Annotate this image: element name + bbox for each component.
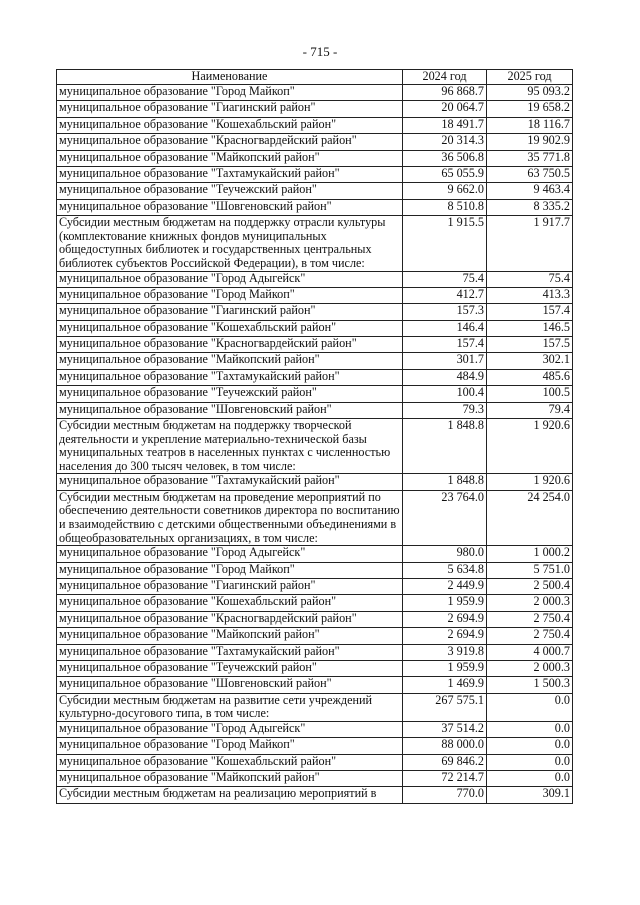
row-value-2025: 95 093.2 xyxy=(487,85,573,101)
row-value-2024: 36 506.8 xyxy=(403,150,487,166)
row-value-2024: 37 514.2 xyxy=(403,721,487,737)
row-value-2024: 88 000.0 xyxy=(403,738,487,754)
row-value-2025: 0.0 xyxy=(487,771,573,787)
row-value-2024: 100.4 xyxy=(403,386,487,402)
row-value-2024: 1 959.9 xyxy=(403,595,487,611)
table-row xyxy=(57,677,573,693)
row-value-2025: 19 902.9 xyxy=(487,134,573,150)
row-name: Субсидии местным бюджетам на развитие сети учреждений культурно-досугового типа, в том числе: xyxy=(57,693,403,721)
row-value-2025: 0.0 xyxy=(487,738,573,754)
row-value-2024: 65 055.9 xyxy=(403,166,487,182)
row-value-2024: 980.0 xyxy=(403,546,487,562)
row-value-2024: 770.0 xyxy=(403,787,487,803)
row-value-2025: 100.5 xyxy=(487,386,573,402)
row-value-2025: 0.0 xyxy=(487,754,573,770)
row-value-2025: 9 463.4 xyxy=(487,183,573,199)
table-row xyxy=(57,320,573,336)
row-value-2025: 1 500.3 xyxy=(487,677,573,693)
table-row xyxy=(57,85,573,101)
row-value-2025: 1 920.6 xyxy=(487,419,573,474)
table-row xyxy=(57,386,573,402)
row-value-2024: 267 575.1 xyxy=(403,693,487,721)
row-value-2024: 79.3 xyxy=(403,402,487,418)
table-row xyxy=(57,721,573,737)
row-name: Субсидии местным бюджетам на проведение мероприятий по обеспечению деятельности советников директора по воспитанию и взаимодействию с детскими общественными объединениями в общеобразовательных организациях, в том числе: xyxy=(57,490,403,545)
row-value-2024: 23 764.0 xyxy=(403,490,487,545)
row-value-2025: 0.0 xyxy=(487,721,573,737)
table-row xyxy=(57,287,573,303)
row-name: муниципальное образование "Город Майкоп" xyxy=(57,287,403,303)
row-value-2024: 1 469.9 xyxy=(403,677,487,693)
row-value-2025: 302.1 xyxy=(487,353,573,369)
table-row xyxy=(57,419,573,474)
row-name: муниципальное образование "Город Адыгейск" xyxy=(57,721,403,737)
table-body xyxy=(57,85,573,804)
row-name: муниципальное образование "Красногвардейский район" xyxy=(57,611,403,627)
row-value-2025: 1 917.7 xyxy=(487,216,573,271)
row-value-2025: 157.5 xyxy=(487,337,573,353)
row-name: муниципальное образование "Тахтамукайский район" xyxy=(57,166,403,182)
row-value-2025: 309.1 xyxy=(487,787,573,803)
table-row xyxy=(57,216,573,271)
table-row xyxy=(57,474,573,490)
table-row xyxy=(57,754,573,770)
row-value-2024: 301.7 xyxy=(403,353,487,369)
row-value-2025: 2 000.3 xyxy=(487,660,573,676)
header-name: Наименование xyxy=(57,70,403,85)
table-row xyxy=(57,693,573,721)
row-name: муниципальное образование "Город Майкоп" xyxy=(57,738,403,754)
row-value-2024: 1 848.8 xyxy=(403,419,487,474)
table-row xyxy=(57,304,573,320)
row-value-2024: 1 848.8 xyxy=(403,474,487,490)
row-value-2024: 20 064.7 xyxy=(403,101,487,117)
row-name: муниципальное образование "Тахтамукайский район" xyxy=(57,474,403,490)
row-value-2025: 485.6 xyxy=(487,369,573,385)
row-name: муниципальное образование "Кошехабльский район" xyxy=(57,754,403,770)
table-row xyxy=(57,660,573,676)
row-name: муниципальное образование "Шовгеновский район" xyxy=(57,199,403,215)
row-name: муниципальное образование "Майкопский район" xyxy=(57,150,403,166)
row-value-2025: 75.4 xyxy=(487,271,573,287)
row-value-2024: 5 634.8 xyxy=(403,562,487,578)
row-name: муниципальное образование "Красногвардейский район" xyxy=(57,134,403,150)
table-row xyxy=(57,134,573,150)
row-value-2025: 2 500.4 xyxy=(487,578,573,594)
table-row xyxy=(57,101,573,117)
row-name: муниципальное образование "Теучежский район" xyxy=(57,183,403,199)
row-value-2025: 18 116.7 xyxy=(487,117,573,133)
row-value-2024: 2 449.9 xyxy=(403,578,487,594)
row-value-2025: 24 254.0 xyxy=(487,490,573,545)
row-value-2025: 4 000.7 xyxy=(487,644,573,660)
row-name: Субсидии местным бюджетам на реализацию мероприятий в xyxy=(57,787,403,803)
row-value-2024: 412.7 xyxy=(403,287,487,303)
row-value-2024: 157.3 xyxy=(403,304,487,320)
table-row xyxy=(57,546,573,562)
row-name: муниципальное образование "Майкопский район" xyxy=(57,628,403,644)
header-2025: 2025 год xyxy=(487,70,573,85)
row-value-2024: 8 510.8 xyxy=(403,199,487,215)
row-name: муниципальное образование "Шовгеновский район" xyxy=(57,677,403,693)
row-value-2024: 18 491.7 xyxy=(403,117,487,133)
table-row xyxy=(57,183,573,199)
table-row xyxy=(57,369,573,385)
row-value-2024: 2 694.9 xyxy=(403,628,487,644)
row-value-2025: 0.0 xyxy=(487,693,573,721)
table-row xyxy=(57,611,573,627)
row-value-2024: 9 662.0 xyxy=(403,183,487,199)
row-value-2024: 69 846.2 xyxy=(403,754,487,770)
row-value-2024: 1 915.5 xyxy=(403,216,487,271)
table-row xyxy=(57,644,573,660)
row-value-2025: 79.4 xyxy=(487,402,573,418)
row-value-2025: 2 000.3 xyxy=(487,595,573,611)
header-2024: 2024 год xyxy=(403,70,487,85)
row-name: муниципальное образование "Кошехабльский район" xyxy=(57,595,403,611)
row-name: муниципальное образование "Майкопский район" xyxy=(57,771,403,787)
row-value-2025: 19 658.2 xyxy=(487,101,573,117)
table-row xyxy=(57,738,573,754)
row-value-2024: 75.4 xyxy=(403,271,487,287)
row-value-2025: 1 920.6 xyxy=(487,474,573,490)
row-value-2024: 3 919.8 xyxy=(403,644,487,660)
table-row xyxy=(57,490,573,545)
row-value-2025: 35 771.8 xyxy=(487,150,573,166)
row-value-2024: 72 214.7 xyxy=(403,771,487,787)
row-name: муниципальное образование "Гиагинский район" xyxy=(57,101,403,117)
table-row xyxy=(57,353,573,369)
row-name: муниципальное образование "Тахтамукайский район" xyxy=(57,369,403,385)
row-name: муниципальное образование "Теучежский район" xyxy=(57,660,403,676)
table-row xyxy=(57,150,573,166)
row-value-2025: 5 751.0 xyxy=(487,562,573,578)
row-name: муниципальное образование "Гиагинский район" xyxy=(57,578,403,594)
row-value-2024: 157.4 xyxy=(403,337,487,353)
row-name: муниципальное образование "Город Майкоп" xyxy=(57,562,403,578)
row-value-2024: 20 314.3 xyxy=(403,134,487,150)
row-name: Субсидии местным бюджетам на поддержку творческой деятельности и укрепление материально-технической базы муниципальных театров в населенных пунктах с численностью населения до 300 тысяч человек, в том числе: xyxy=(57,419,403,474)
table-row xyxy=(57,787,573,803)
page-number: - 715 - xyxy=(302,44,338,59)
row-name: муниципальное образование "Майкопский район" xyxy=(57,353,403,369)
row-value-2025: 157.4 xyxy=(487,304,573,320)
row-name: Субсидии местным бюджетам на поддержку отрасли культуры (комплектование книжных фондов муниципальных общедоступных библиотек и государственных центральных библиотек субъектов Российской Федерации), в том числе: xyxy=(57,216,403,271)
table-row xyxy=(57,562,573,578)
table-row xyxy=(57,402,573,418)
row-value-2024: 146.4 xyxy=(403,320,487,336)
table-row xyxy=(57,271,573,287)
table-header-row xyxy=(57,70,573,85)
table-row xyxy=(57,166,573,182)
row-name: муниципальное образование "Кошехабльский район" xyxy=(57,320,403,336)
row-name: муниципальное образование "Теучежский район" xyxy=(57,386,403,402)
row-name: муниципальное образование "Красногвардейский район" xyxy=(57,337,403,353)
row-value-2024: 2 694.9 xyxy=(403,611,487,627)
row-value-2024: 1 959.9 xyxy=(403,660,487,676)
row-value-2024: 484.9 xyxy=(403,369,487,385)
row-value-2025: 2 750.4 xyxy=(487,611,573,627)
row-name: муниципальное образование "Город Майкоп" xyxy=(57,85,403,101)
row-name: муниципальное образование "Гиагинский район" xyxy=(57,304,403,320)
table-row xyxy=(57,595,573,611)
table-row xyxy=(57,337,573,353)
row-value-2025: 1 000.2 xyxy=(487,546,573,562)
table-row xyxy=(57,117,573,133)
row-value-2025: 63 750.5 xyxy=(487,166,573,182)
row-name: муниципальное образование "Город Адыгейск" xyxy=(57,271,403,287)
table-row xyxy=(57,771,573,787)
table-row xyxy=(57,628,573,644)
row-value-2024: 96 868.7 xyxy=(403,85,487,101)
row-name: муниципальное образование "Тахтамукайский район" xyxy=(57,644,403,660)
row-name: муниципальное образование "Шовгеновский район" xyxy=(57,402,403,418)
table-row xyxy=(57,578,573,594)
row-name: муниципальное образование "Город Адыгейск" xyxy=(57,546,403,562)
row-value-2025: 2 750.4 xyxy=(487,628,573,644)
row-value-2025: 8 335.2 xyxy=(487,199,573,215)
table-row xyxy=(57,199,573,215)
budget-table xyxy=(56,69,573,804)
row-name: муниципальное образование "Кошехабльский район" xyxy=(57,117,403,133)
row-value-2025: 413.3 xyxy=(487,287,573,303)
row-value-2025: 146.5 xyxy=(487,320,573,336)
